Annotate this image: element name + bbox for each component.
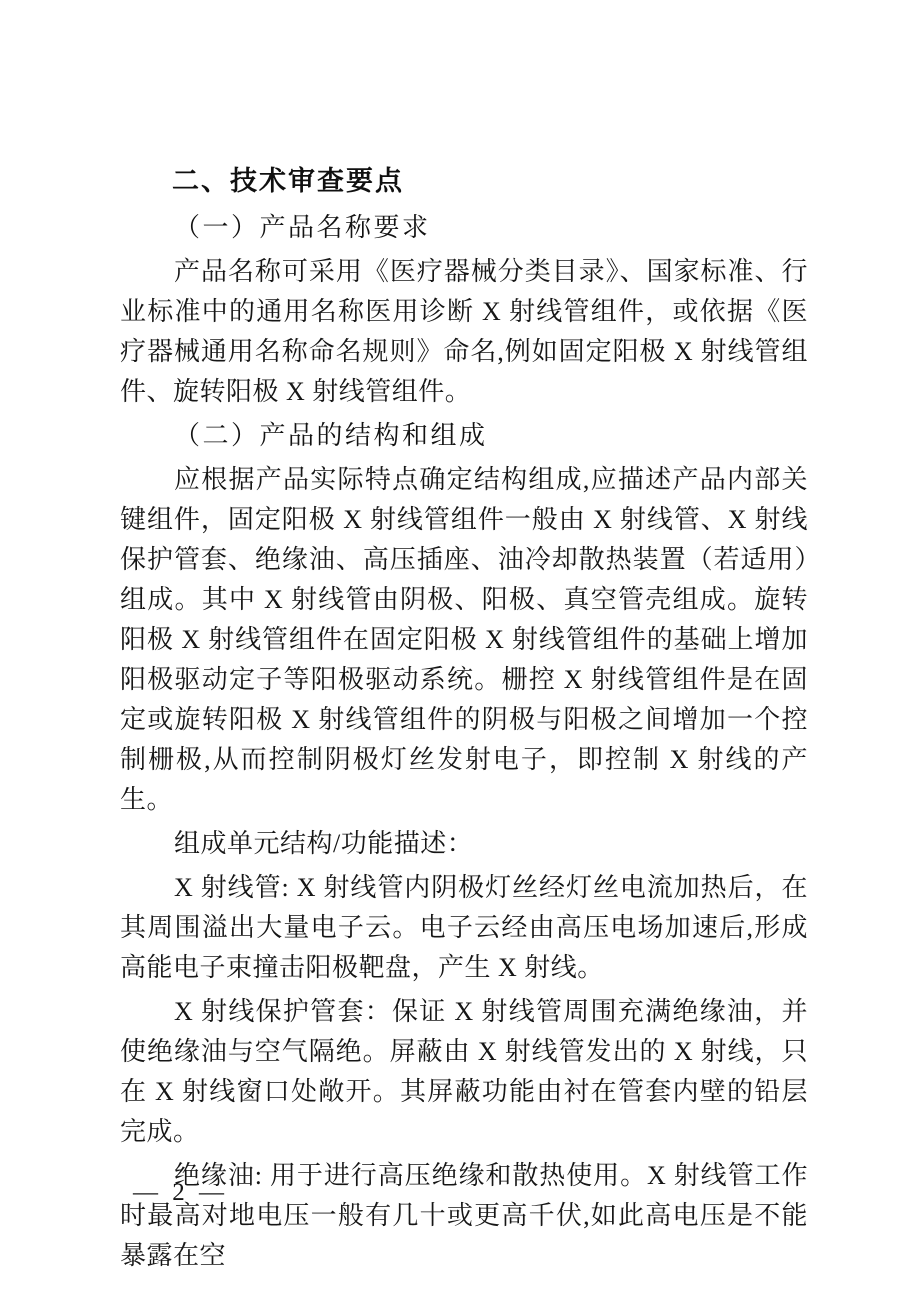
paragraph-unit-description-label: 组成单元结构/功能描述： (174, 829, 474, 858)
section-heading: 二、技术审查要点 (172, 166, 404, 196)
paragraph-product-naming: 产品名称可采用《医疗器械分类目录》、国家标准、行业标准中的通用名称医用诊断 X 射线管组件，或依据《医疗器械通用名称命名规则》命名,例如固定阳极 X 射线管组件、旋转阳极 X 射线管组件。 (120, 257, 808, 406)
document-body (120, 160, 808, 1280)
subheading-product-name-requirements: （一）产品名称要求 (174, 213, 431, 242)
page-footer (133, 1178, 228, 1208)
subheading-structure-composition: （二）产品的结构和组成 (174, 421, 488, 450)
paragraph-structure-composition: 应根据产品实际特点确定结构组成,应描述产品内部关键组件，固定阳极 X 射线管组件一般由 X 射线管、X 射线保护管套、绝缘油、高压插座、油冷却散热装置（若适用）组成。其中 X 射线管由阴极、阳极、真空管壳组成。旋转阳极 X 射线管组件在固定阳极 X 射线管组件的基础上增加阳极驱动定子等阳极驱动系统。栅控 X 射线管组件是在固定或旋转阳极 X 射线管组件的阴极与阳极之间增加一个控制栅极,从而控制阴极灯丝发射电子，即控制 X 射线的产生。 (120, 465, 808, 814)
paragraph-protective-housing: X 射线保护管套：保证 X 射线管周围充满绝缘油，并使绝缘油与空气隔绝。屏蔽由 X 射线管发出的 X 射线，只在 X 射线窗口处敞开。其屏蔽功能由衬在管套内壁的铅层完成。 (120, 997, 808, 1146)
paragraph-insulating-oil: 绝缘油: 用于进行高压绝缘和散热使用。X 射线管工作时最高对地电压一般有几十或更高千伏,如此高电压是不能暴露在空 (120, 1161, 808, 1270)
page-number: — 2 — (133, 1179, 228, 1206)
paragraph-xray-tube: X 射线管: X 射线管内阴极灯丝经灯丝电流加热后，在其周围溢出大量电子云。电子云经由高压电场加速后,形成高能电子束撞击阳极靶盘，产生 X 射线。 (120, 873, 808, 982)
